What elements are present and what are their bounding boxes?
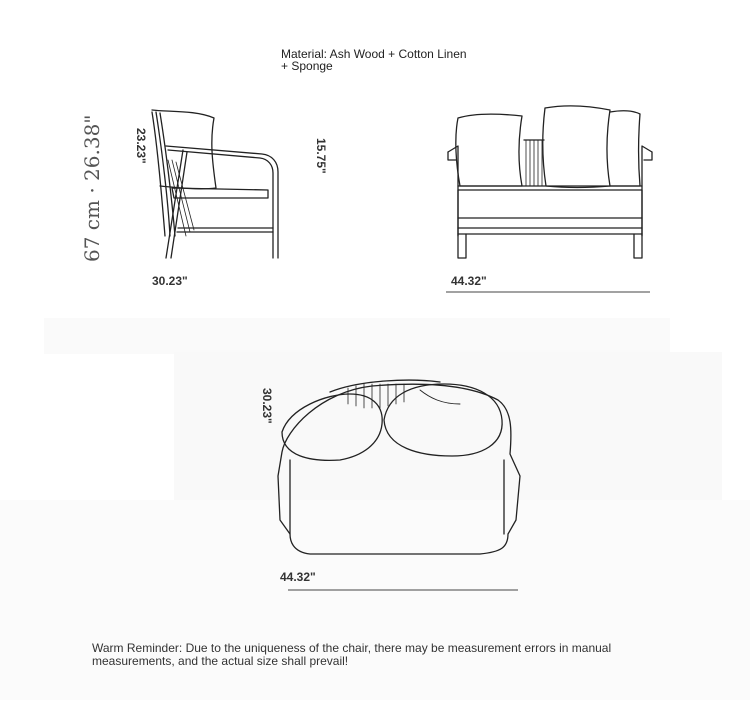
warm-reminder-text: Warm Reminder: Due to the uniqueness of the chair, there may be measurement errors in manual measurements, and the actual size shall prevail!: [92, 641, 612, 668]
material-line-1: Material: Ash Wood + Cotton Linen: [281, 47, 467, 61]
handwritten-dimension-label: 67 cm · 26.38": [80, 114, 104, 262]
front-width-label: 44.32": [451, 274, 487, 288]
front-view-chair: [448, 106, 652, 258]
side-view-chair: [152, 110, 278, 258]
top-depth-label: 30.23": [260, 388, 274, 424]
top-width-label: 44.32": [280, 570, 316, 584]
side-depth-label: 30.23": [152, 274, 188, 288]
side-seat-height-label: 15.75": [314, 138, 328, 174]
side-height-label: 23.23": [134, 128, 148, 164]
top-view-chair: [278, 380, 520, 554]
material-line-2: + Sponge: [281, 59, 333, 73]
